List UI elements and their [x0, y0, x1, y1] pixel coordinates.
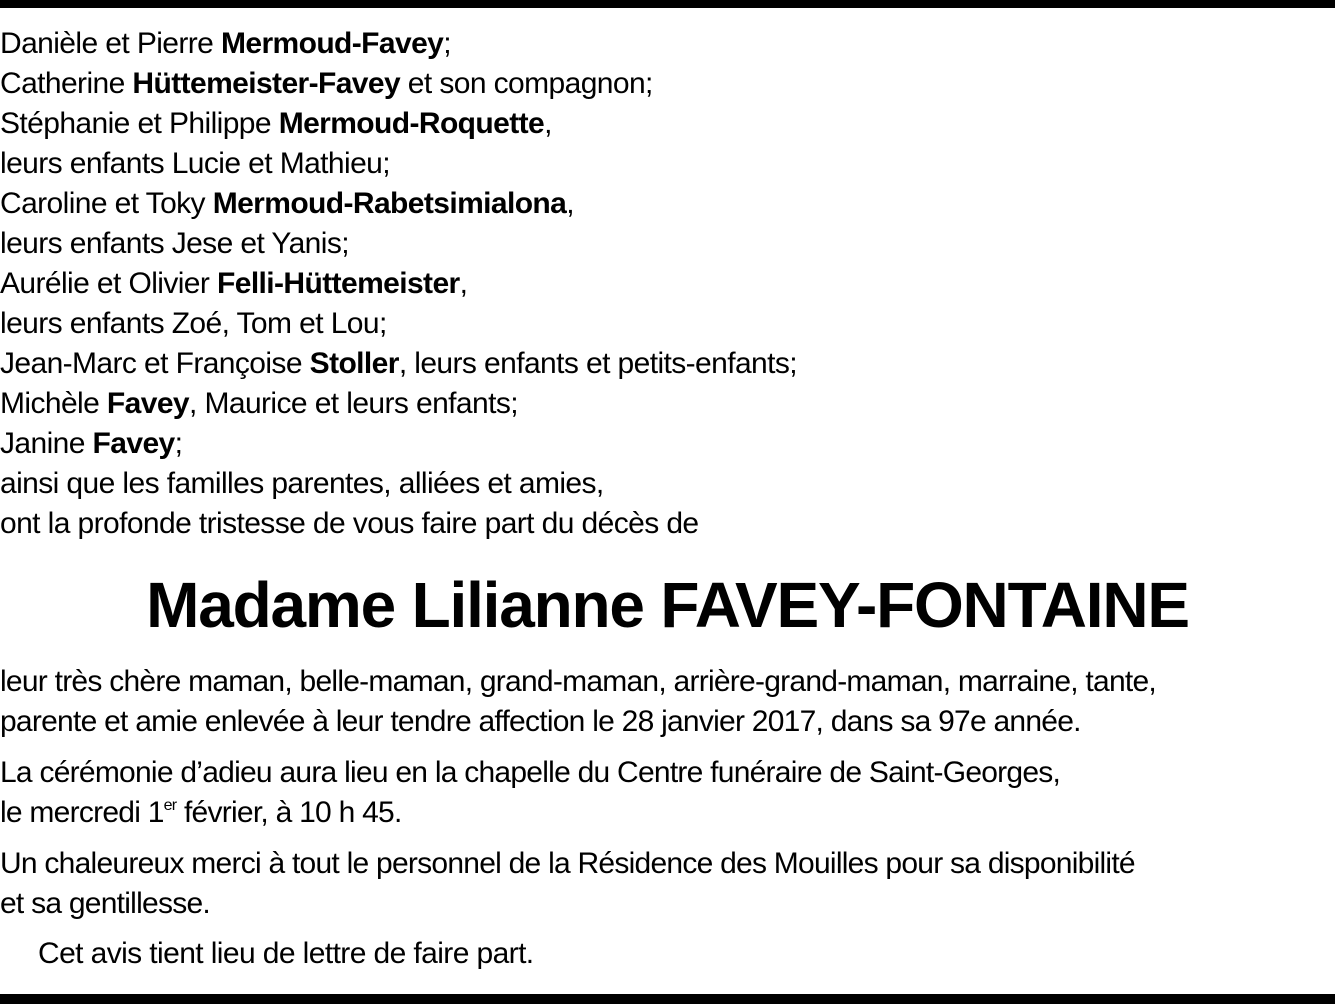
- family-surname: Favey: [106, 387, 189, 420]
- top-rule: [0, 0, 1335, 8]
- bottom-rule: [0, 994, 1335, 1004]
- thanks-paragraph: [0, 844, 1335, 924]
- ordinal-suffix: er: [163, 797, 177, 814]
- family-surname: Mermoud-Favey: [220, 27, 444, 60]
- family-line: [0, 384, 1335, 424]
- family-text: Catherine: [0, 67, 133, 100]
- family-line: [0, 24, 1335, 64]
- paragraph-line: La cérémonie d’adieu aura lieu en la chapelle du Centre funéraire de Saint-Georges,: [0, 756, 1061, 789]
- family-surname: Stoller: [309, 347, 399, 380]
- family-list: [0, 24, 1335, 544]
- paragraph-line: parente et amie enlevée à leur tendre affection le 28 janvier 2017, dans sa 97e année.: [0, 705, 1081, 738]
- family-text: ont la profonde tristesse de vous faire part du décès de: [0, 507, 699, 540]
- family-line: [0, 64, 1335, 104]
- family-text: Jean-Marc et Françoise: [0, 347, 310, 380]
- family-line: [0, 504, 1335, 544]
- paragraph-line: leur très chère maman, belle-maman, grand-maman, arrière-grand-maman, marraine, tante,: [0, 665, 1156, 698]
- family-text: Caroline et Toky: [0, 187, 213, 220]
- family-text: leurs enfants Zoé, Tom et Lou;: [0, 307, 387, 340]
- family-text: leurs enfants Jese et Yanis;: [0, 227, 349, 260]
- family-line: [0, 224, 1335, 264]
- family-surname: Favey: [92, 427, 175, 460]
- tribute-paragraph: [0, 662, 1335, 742]
- closing-note: Cet avis tient lieu de lettre de faire part.: [38, 937, 534, 970]
- family-text: ,: [566, 187, 574, 220]
- family-text: , Maurice et leurs enfants;: [189, 387, 518, 420]
- paragraph-line: et sa gentillesse.: [0, 887, 210, 920]
- family-text: Aurélie et Olivier: [0, 267, 218, 300]
- family-text: leurs enfants Lucie et Mathieu;: [0, 147, 390, 180]
- family-surname: Mermoud-Rabetsimialona: [212, 187, 567, 220]
- obituary-notice: [0, 24, 1335, 974]
- family-text: , leurs enfants et petits-enfants;: [398, 347, 797, 380]
- paragraph-line: [0, 793, 1335, 833]
- family-line: [0, 144, 1335, 184]
- ceremony-date-text: le mercredi 1: [0, 796, 164, 829]
- family-text: ;: [443, 27, 451, 60]
- family-text: Danièle et Pierre: [0, 27, 221, 60]
- family-line: [0, 344, 1335, 384]
- family-text: ;: [174, 427, 183, 460]
- family-line: [0, 464, 1335, 504]
- ceremony-paragraph: [0, 753, 1335, 833]
- family-text: ,: [544, 107, 552, 140]
- family-text: Stéphanie et Philippe: [0, 107, 279, 140]
- family-surname: Felli-Hüttemeister: [217, 267, 460, 300]
- family-line: [0, 304, 1335, 344]
- family-line: [0, 104, 1335, 144]
- family-surname: Mermoud-Roquette: [278, 107, 545, 140]
- family-text: et son compagnon;: [400, 67, 653, 100]
- family-line: [0, 424, 1335, 464]
- paragraph-line: Un chaleureux merci à tout le personnel de la Résidence des Mouilles pour sa disponibilité: [0, 847, 1135, 880]
- ceremony-time-text: février, à 10 h 45.: [176, 796, 402, 829]
- family-surname: Hüttemeister-Favey: [132, 67, 401, 100]
- family-line: [0, 184, 1335, 224]
- family-text: ,: [459, 267, 468, 300]
- family-text: Michèle: [0, 387, 107, 420]
- family-line: [0, 264, 1335, 304]
- family-text: ainsi que les familles parentes, alliées et amies,: [0, 467, 604, 500]
- deceased-name: Madame Lilianne FAVEY-FONTAINE: [146, 569, 1189, 641]
- family-text: Janine: [0, 427, 93, 460]
